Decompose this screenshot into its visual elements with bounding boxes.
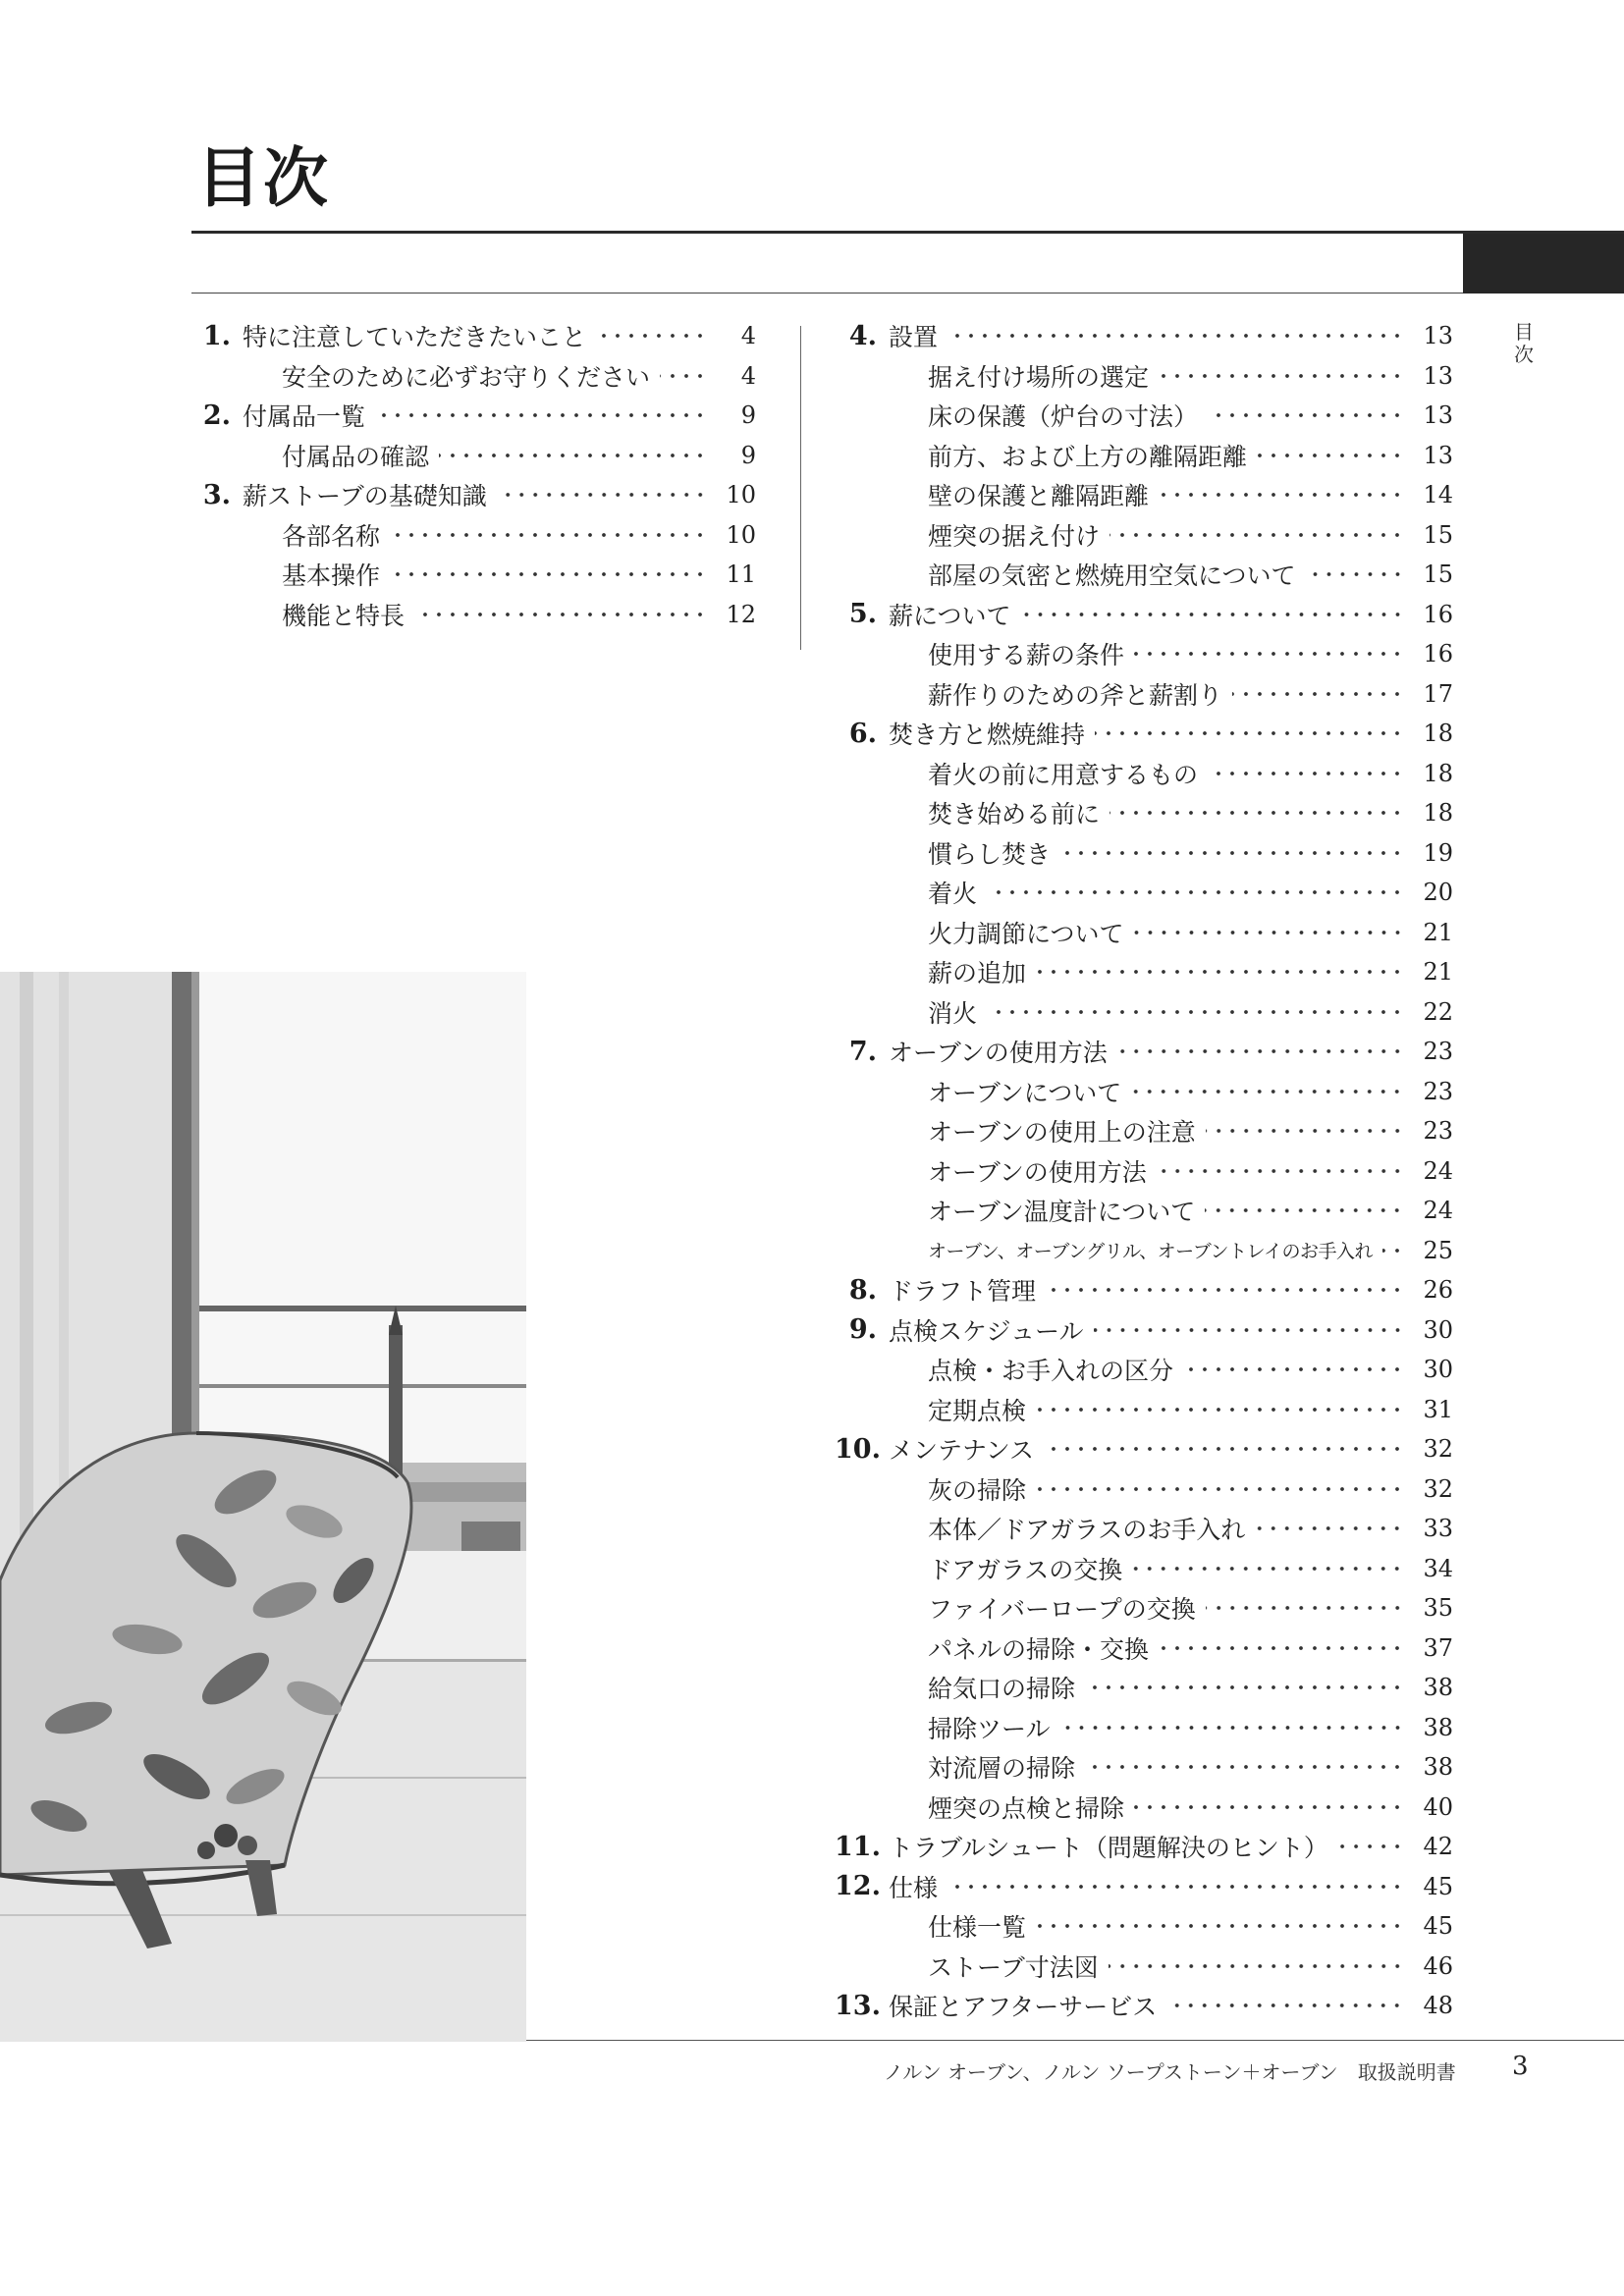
toc-entry-title: 煙突の点検と掃除: [928, 1793, 1125, 1823]
toc-chapter-entry[interactable]: [835, 1429, 1453, 1469]
toc-entry-title: 機能と特長: [282, 601, 406, 630]
toc-entry-title: 特に注意していただきたいこと: [243, 323, 587, 352]
toc-chapter-number: 8.: [848, 1274, 877, 1306]
toc-entry-title: 着火の前に用意するもの: [928, 760, 1199, 789]
toc-page-number: 18: [1423, 799, 1453, 828]
toc-entry-title: 基本操作: [282, 561, 381, 591]
toc-section-entry[interactable]: [835, 1906, 1453, 1947]
toc-page-number: 15: [1423, 520, 1453, 549]
toc-section-entry[interactable]: [835, 1072, 1453, 1112]
toc-page-number: 26: [1423, 1276, 1453, 1305]
footer-manual-title: ノルン オーブン、ノルン ソープストーン＋オーブン 取扱説明書: [884, 2060, 1456, 2084]
toc-dot-leader: [1109, 1954, 1404, 1978]
toc-section-entry[interactable]: [835, 1231, 1453, 1271]
toc-entry-title: 消火: [928, 998, 978, 1028]
toc-dot-leader: [1206, 1596, 1404, 1620]
toc-dot-leader: [1036, 1477, 1404, 1501]
toc-section-entry[interactable]: [835, 436, 1453, 476]
toc-page-number: 38: [1423, 1674, 1453, 1702]
toc-dot-leader: [1060, 841, 1404, 865]
toc-page-number: 20: [1423, 879, 1453, 907]
toc-section-entry[interactable]: [835, 1509, 1453, 1549]
toc-section-entry[interactable]: [835, 1788, 1453, 1828]
toc-dot-leader: [947, 1875, 1404, 1898]
toc-page-number: 32: [1423, 1435, 1453, 1464]
toc-chapter-number: 12.: [835, 1871, 881, 1902]
toc-page-number: 21: [1423, 958, 1453, 987]
toc-page-number: 12: [726, 600, 756, 628]
toc-page-number: 13: [1423, 401, 1453, 430]
toc-section-entry[interactable]: [835, 1469, 1453, 1510]
toc-chapter-number: 2.: [202, 400, 231, 431]
page-title: 目次: [196, 139, 330, 216]
side-tab-label: [1509, 321, 1539, 366]
toc-section-entry[interactable]: [835, 873, 1453, 913]
toc-dot-leader: [596, 324, 707, 347]
toc-page-number: 45: [1423, 1872, 1453, 1900]
toc-section-entry[interactable]: [835, 1588, 1453, 1629]
toc-dot-leader: [1166, 1994, 1404, 2017]
toc-page-number: 11: [726, 561, 756, 589]
toc-entry-title: 薪の追加: [928, 959, 1027, 988]
toc-entry-title: ドアガラスの交換: [928, 1555, 1123, 1584]
header-thin-rule: [191, 293, 1463, 294]
toc-page-number: 30: [1423, 1356, 1453, 1384]
toc-section-entry[interactable]: [835, 1191, 1453, 1231]
toc-entry-title: 設置: [889, 323, 939, 352]
toc-section-entry[interactable]: [835, 674, 1453, 715]
toc-entry-title: ドラフト管理: [889, 1277, 1037, 1307]
toc-dot-leader: [1232, 682, 1404, 706]
toc-dot-leader: [1132, 1557, 1404, 1580]
toc-page-number: 37: [1423, 1633, 1453, 1662]
toc-dot-leader: [390, 523, 707, 547]
toc-entry-title: オーブンの使用方法: [928, 1157, 1147, 1187]
toc-section-entry[interactable]: [835, 475, 1453, 515]
toc-entry-title: 保証とアフターサービス: [889, 1993, 1158, 2022]
toc-entry-title: オーブンの使用方法: [889, 1039, 1108, 1068]
toc-dot-leader: [1060, 1716, 1404, 1739]
toc-page-number: 24: [1423, 1156, 1453, 1185]
toc-entry-title: 焚き方と燃焼維持: [889, 721, 1086, 750]
toc-entry-title: 床の保護（炉台の寸法）: [928, 402, 1199, 432]
toc-section-entry[interactable]: [835, 1151, 1453, 1192]
toc-page-number: 40: [1423, 1792, 1453, 1821]
toc-dot-leader: [1085, 1676, 1404, 1699]
toc-entry-title: 仕様一覧: [928, 1913, 1027, 1943]
toc-entry-title: 前方、および上方の離隔距離: [928, 442, 1248, 471]
toc-section-entry[interactable]: [835, 1947, 1453, 1987]
toc-entry-title: 安全のために必ずお守りください: [282, 362, 651, 392]
toc-entry-title: メンテナンス: [889, 1436, 1035, 1466]
toc-chapter-entry[interactable]: [835, 1867, 1453, 1907]
toc-entry-title: 点検スケジュール: [889, 1316, 1084, 1346]
toc-page-number: 23: [1423, 1077, 1453, 1105]
toc-dot-leader: [1021, 603, 1404, 626]
toc-page-number: 25: [1423, 1236, 1453, 1264]
toc-chapter-entry[interactable]: [835, 1310, 1453, 1351]
toc-dot-leader: [1159, 483, 1404, 507]
toc-page-number: 17: [1423, 679, 1453, 708]
toc-dot-leader: [1255, 1517, 1404, 1540]
toc-chapter-number: 4.: [848, 320, 877, 351]
toc-page-number: 32: [1423, 1474, 1453, 1503]
toc-entry-title: 火力調節について: [928, 919, 1124, 948]
toc-entry-title: 付属品一覧: [243, 402, 366, 432]
toc-entry-title: オーブン温度計について: [928, 1198, 1196, 1227]
toc-section-entry[interactable]: [835, 952, 1453, 992]
toc-page-number: 23: [1423, 1117, 1453, 1146]
toc-page-number: 13: [1423, 441, 1453, 469]
toc-dot-leader: [1036, 1398, 1404, 1421]
room-chair-photo: [0, 972, 526, 2042]
toc-dot-leader: [1206, 1119, 1404, 1143]
toc-dot-leader: [1306, 562, 1404, 586]
toc-page-number: 18: [1423, 759, 1453, 787]
toc-dot-leader: [1134, 642, 1404, 666]
toc-entry-title: 給気口の掃除: [928, 1675, 1076, 1704]
toc-dot-leader: [987, 881, 1404, 904]
section-tab-block: [1463, 234, 1624, 294]
toc-dot-leader: [414, 603, 707, 626]
toc-section-entry[interactable]: [835, 555, 1453, 595]
toc-entry-title: 付属品の確認: [282, 442, 430, 471]
toc-dot-leader: [1257, 444, 1404, 467]
toc-page-number: 42: [1423, 1833, 1453, 1861]
toc-chapter-number: 1.: [202, 320, 231, 351]
toc-entry-title: 部屋の気密と燃焼用空気について: [928, 561, 1296, 591]
toc-page-number: 10: [726, 481, 756, 509]
toc-section-entry[interactable]: [835, 1350, 1453, 1390]
toc-section-entry[interactable]: [835, 1111, 1453, 1151]
toc-page-number: 45: [1423, 1912, 1453, 1941]
toc-chapter-number: 9.: [848, 1314, 877, 1346]
toc-section-entry[interactable]: [835, 1390, 1453, 1430]
toc-dot-leader: [1046, 1278, 1404, 1302]
toc-chapter-number: 3.: [202, 479, 231, 510]
toc-dot-leader: [987, 1000, 1404, 1024]
side-tab-char: 目: [1514, 320, 1534, 344]
toc-dot-leader: [1205, 1199, 1404, 1222]
toc-section-entry[interactable]: [835, 833, 1453, 874]
toc-page-number: 24: [1423, 1197, 1453, 1225]
toc-entry-title: 着火: [928, 880, 978, 909]
toc-page-number: 22: [1423, 997, 1453, 1026]
toc-chapter-entry[interactable]: [835, 316, 1453, 356]
toc-chapter-entry[interactable]: [191, 396, 756, 436]
toc-entry-title: 本体／ドアガラスのお手入れ: [928, 1516, 1246, 1545]
toc-section-entry[interactable]: [835, 515, 1453, 556]
toc-section-entry[interactable]: [191, 515, 756, 556]
toc-page-number: 19: [1423, 838, 1453, 867]
toc-dot-leader: [1134, 1795, 1404, 1819]
toc-entry-title: 定期点検: [928, 1396, 1027, 1425]
toc-section-entry[interactable]: [835, 356, 1453, 397]
toc-entry-title: 各部名称: [282, 521, 381, 551]
toc-dot-leader: [1159, 364, 1404, 388]
toc-section-entry[interactable]: [835, 1629, 1453, 1669]
toc-page-number: 10: [726, 520, 756, 549]
toc-left-column: [191, 316, 756, 634]
side-tab-char: 次: [1514, 343, 1534, 366]
toc-dot-leader: [1159, 1636, 1404, 1660]
toc-page-number: 38: [1423, 1753, 1453, 1782]
toc-chapter-number: 7.: [848, 1036, 877, 1067]
toc-entry-title: 焚き始める前に: [928, 800, 1101, 829]
toc-entry-title: トラブルシュート（問題解決のヒント）: [889, 1834, 1328, 1863]
toc-page-number: 18: [1423, 720, 1453, 748]
toc-entry-title: 壁の保護と離隔距離: [928, 482, 1150, 511]
toc-page-number: 46: [1423, 1951, 1453, 1980]
toc-chapter-number: 5.: [848, 599, 877, 630]
toc-chapter-number: 6.: [848, 718, 877, 749]
toc-page-number: 34: [1423, 1554, 1453, 1582]
toc-dot-leader: [1110, 801, 1404, 825]
toc-entry-title: 使用する薪の条件: [928, 641, 1125, 670]
toc-page-number: 4: [740, 361, 756, 390]
toc-dot-leader: [660, 364, 707, 388]
toc-right-column: [835, 316, 1453, 2026]
toc-section-entry[interactable]: [191, 555, 756, 595]
toc-entry-title: 掃除ツール: [928, 1714, 1051, 1743]
toc-chapter-entry[interactable]: [835, 1270, 1453, 1310]
footer-rule: [526, 2040, 1624, 2041]
toc-page-number: 38: [1423, 1713, 1453, 1741]
toc-chapter-number: 11.: [835, 1831, 881, 1862]
toc-page-number: 13: [1423, 361, 1453, 390]
toc-dot-leader: [1157, 1159, 1404, 1183]
toc-page-number: 15: [1423, 561, 1453, 589]
toc-chapter-entry[interactable]: [835, 595, 1453, 635]
toc-chapter-entry[interactable]: [835, 1827, 1453, 1867]
toc-page-number: 21: [1423, 918, 1453, 946]
toc-page-number: 16: [1423, 640, 1453, 668]
column-divider: [800, 326, 801, 650]
header-rule: [191, 231, 1624, 234]
toc-dot-leader: [1183, 1358, 1404, 1381]
toc-dot-leader: [1036, 960, 1404, 984]
toc-dot-leader: [497, 483, 707, 507]
toc-chapter-entry[interactable]: [835, 1032, 1453, 1072]
toc-section-entry[interactable]: [835, 1668, 1453, 1708]
toc-chapter-entry[interactable]: [191, 475, 756, 515]
toc-entry-title: ストーブ寸法図: [928, 1952, 1099, 1982]
toc-entry-title: 対流層の掃除: [928, 1754, 1076, 1784]
toc-section-entry[interactable]: [835, 992, 1453, 1033]
toc-section-entry[interactable]: [835, 754, 1453, 794]
toc-dot-leader: [1134, 921, 1404, 944]
toc-dot-leader: [375, 403, 707, 427]
toc-section-entry[interactable]: [835, 396, 1453, 436]
toc-dot-leader: [1208, 403, 1404, 427]
toc-section-entry[interactable]: [835, 793, 1453, 833]
toc-chapter-entry[interactable]: [835, 714, 1453, 754]
toc-section-entry[interactable]: [191, 595, 756, 635]
toc-dot-leader: [1094, 1318, 1404, 1342]
toc-page-number: 35: [1423, 1594, 1453, 1623]
toc-entry-title: 点検・お手入れの区分: [928, 1357, 1174, 1386]
toc-chapter-number: 13.: [835, 1990, 881, 2021]
toc-page-number: 14: [1423, 481, 1453, 509]
toc-page-number: 16: [1423, 600, 1453, 628]
toc-dot-leader: [1131, 1080, 1404, 1103]
toc-page-number: 4: [740, 322, 756, 350]
toc-section-entry[interactable]: [835, 913, 1453, 953]
toc-page-number: 9: [740, 441, 756, 469]
toc-entry-title: 仕様: [889, 1873, 939, 1902]
toc-chapter-entry[interactable]: [191, 316, 756, 356]
toc-section-entry[interactable]: [835, 634, 1453, 674]
toc-section-entry[interactable]: [835, 1549, 1453, 1589]
toc-page-number: 13: [1423, 322, 1453, 350]
toc-entry-title: オーブンについて: [928, 1078, 1122, 1107]
toc-entry-title: 薪作りのための斧と薪割り: [928, 680, 1223, 710]
toc-dot-leader: [1036, 1914, 1404, 1938]
toc-page-number: 33: [1423, 1515, 1453, 1543]
toc-chapter-number: 10.: [835, 1433, 881, 1465]
toc-entry-title: ファイバーロープの交換: [928, 1595, 1196, 1625]
toc-dot-leader: [1085, 1755, 1404, 1779]
toc-dot-leader: [439, 444, 707, 467]
toc-page-number: 31: [1423, 1395, 1453, 1423]
toc-chapter-entry[interactable]: [835, 1986, 1453, 2026]
toc-section-entry[interactable]: [835, 1747, 1453, 1788]
toc-dot-leader: [1208, 762, 1404, 785]
toc-section-entry[interactable]: [191, 356, 756, 397]
toc-page-number: 23: [1423, 1038, 1453, 1066]
toc-dot-leader: [1095, 721, 1404, 745]
toc-dot-leader: [1044, 1437, 1404, 1461]
toc-entry-title: 灰の掃除: [928, 1475, 1027, 1505]
toc-section-entry[interactable]: [835, 1708, 1453, 1748]
toc-dot-leader: [390, 562, 707, 586]
toc-page-number: 30: [1423, 1315, 1453, 1344]
toc-dot-leader: [1338, 1835, 1404, 1858]
toc-dot-leader: [1110, 523, 1404, 547]
toc-page-number: 48: [1423, 1992, 1453, 2020]
toc-entry-title: 煙突の据え付け: [928, 521, 1101, 551]
toc-dot-leader: [947, 324, 1404, 347]
toc-entry-title: 薪について: [889, 601, 1011, 630]
toc-entry-title: オーブンの使用上の注意: [928, 1118, 1196, 1148]
toc-entry-title: 慣らし焚き: [928, 839, 1052, 869]
toc-entry-title: オーブン、オーブングリル、オーブントレイのお手入れ: [928, 1241, 1374, 1263]
toc-page-number: 9: [740, 401, 756, 430]
toc-entry-title: 据え付け場所の選定: [928, 362, 1150, 392]
toc-entry-title: 薪ストーブの基礎知識: [243, 482, 487, 511]
toc-section-entry[interactable]: [191, 436, 756, 476]
toc-dot-leader: [1117, 1040, 1404, 1063]
toc-entry-title: パネルの掃除・交換: [928, 1634, 1150, 1664]
page-number: 3: [1512, 2052, 1529, 2081]
toc-dot-leader: [1382, 1239, 1404, 1262]
